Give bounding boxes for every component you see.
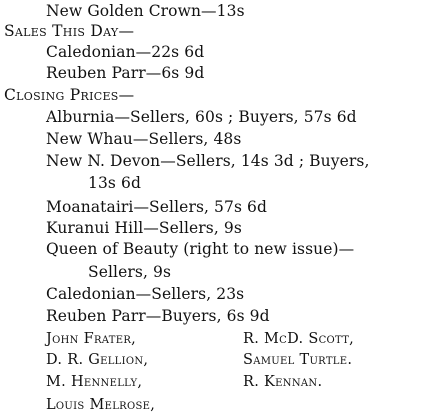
signatory-john-frater: John Frater, — [46, 331, 137, 347]
heading-sales-this-day: Sales This Day— — [4, 22, 135, 40]
signatory-r-kennan: R. Kennan. — [243, 374, 323, 390]
price-caledonian: Caledonian—Sellers, 23s — [46, 285, 245, 303]
price-reuben-parr: Reuben Parr—Buyers, 6s 9d — [46, 307, 270, 325]
price-moanatairi: Moanatairi—Sellers, 57s 6d — [46, 198, 268, 216]
signatory-louis-melrose: Louis Melrose, — [46, 397, 156, 413]
price-alburnia: Alburnia—Sellers, 60s ; Buyers, 57s 6d — [46, 108, 357, 126]
sale-caledonian: Caledonian—22s 6d — [46, 43, 205, 61]
listing-new-golden-crown: New Golden Crown—13s — [46, 2, 245, 20]
signatory-m-hennelly: M. Hennelly, — [46, 374, 143, 390]
price-new-whau: New Whau—Sellers, 48s — [46, 130, 242, 148]
price-kuranui-hill: Kuranui Hill—Sellers, 9s — [46, 219, 242, 237]
signatory-samuel-turtle: Samuel Turtle. — [243, 352, 353, 368]
sale-reuben-parr: Reuben Parr—6s 9d — [46, 64, 205, 82]
price-queen-of-beauty: Queen of Beauty (right to new issue)— — [46, 240, 355, 258]
heading-closing-prices: Closing Prices— — [4, 86, 135, 104]
price-queen-of-beauty-cont: Sellers, 9s — [88, 263, 172, 281]
signatory-d-r-gellion: D. R. Gellion, — [46, 352, 149, 368]
price-new-n-devon: New N. Devon—Sellers, 14s 3d ; Buyers, — [46, 152, 370, 170]
price-new-n-devon-cont: 13s 6d — [88, 174, 141, 192]
signatory-r-mcd-scott: R. McD. Scott, — [243, 331, 355, 347]
